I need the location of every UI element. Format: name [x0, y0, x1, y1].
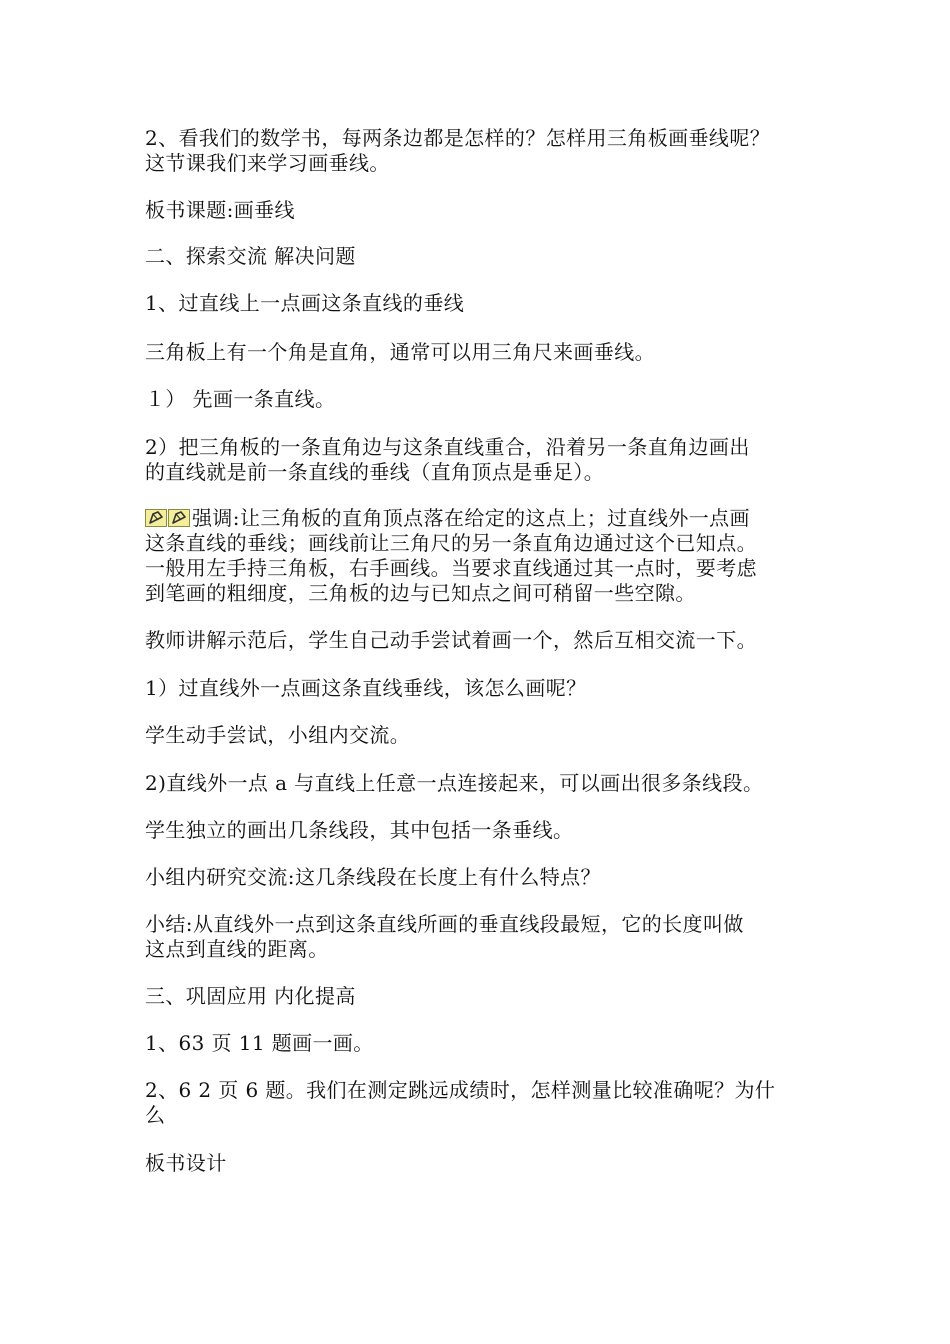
paragraph-student-try: [145, 723, 815, 748]
text-line: 小结:从直线外一点到这条直线所画的垂直线段最短，它的长度叫做: [145, 912, 744, 936]
text-line: 2)直线外一点 a 与直线上任意一点连接起来，可以画出很多条线段。: [145, 771, 764, 795]
text-line: 这条直线的垂线；画线前让三角尺的另一条直角边通过这个已知点。: [145, 531, 757, 555]
text-line: 2）把三角板的一条直角边与这条直线重合，沿着另一条直角边画出: [145, 435, 750, 459]
text-line: 的直线就是前一条直线的垂线（直角顶点是垂足）。: [145, 460, 605, 484]
text-line: 2、看我们的数学书，每两条边都是怎样的？怎样用三角板画垂线呢？: [145, 126, 771, 150]
paragraph-outside-point: [145, 676, 815, 701]
text-line: 这点到直线的距离。: [145, 937, 329, 961]
paragraph-draw-line: [145, 387, 815, 412]
section-heading-apply: [145, 984, 815, 1009]
paragraph-summary: [145, 912, 815, 962]
text-line: 板书课题:画垂线: [145, 198, 295, 222]
text-line: 学生动手尝试，小组内交流。: [145, 723, 411, 747]
text-line: 这节课我们来学习画垂线。: [145, 151, 390, 175]
paragraph-exercise-1: [145, 1031, 815, 1056]
text-line: １） 先画一条直线。: [145, 387, 336, 411]
paragraph-exercise-2: [145, 1078, 815, 1128]
paragraph-draw-segments: [145, 818, 815, 843]
text-line: 么: [145, 1103, 166, 1127]
paragraph-emphasis: [145, 506, 815, 606]
text-line: 一般用左手持三角板，右手画线。当要求直线通过其一点时，要考虑: [145, 556, 757, 580]
text-line: 1）过直线外一点画这条直线垂线，该怎么画呢？: [145, 676, 587, 700]
text-line: 三、巩固应用 内化提高: [145, 984, 356, 1008]
text-line: 1、过直线上一点画这条直线的垂线: [145, 291, 465, 315]
section-heading-explore: [145, 244, 815, 269]
text-line: 1、63 页 11 题画一画。: [145, 1031, 374, 1055]
text-line: 教师讲解示范后，学生自己动手尝试着画一个，然后互相交流一下。: [145, 628, 757, 652]
text-line: 三角板上有一个角是直角，通常可以用三角尺来画垂线。: [145, 340, 655, 364]
paragraph-teacher-demo: [145, 628, 815, 653]
paragraph-group-discussion: [145, 865, 815, 890]
paragraph-board-title: [145, 198, 815, 223]
pencil-icon-pair: [145, 508, 191, 528]
text-line: 学生独立的画出几条线段，其中包括一条垂线。: [145, 818, 574, 842]
paragraph-connect-points: [145, 771, 815, 796]
text-line: 到笔画的粗细度，三角板的边与已知点之间可稍留一些空隙。: [145, 581, 696, 605]
text-line: 小组内研究交流:这几条线段在长度上有什么特点？: [145, 865, 601, 889]
pencil-icon: [145, 508, 191, 528]
paragraph-align-ruler: [145, 435, 815, 485]
paragraph-triangle-ruler: [145, 340, 815, 365]
text-line: 强调:让三角板的直角顶点落在给定的这点上；过直线外一点画: [192, 506, 750, 530]
paragraph-step-1-heading: [145, 291, 815, 316]
paragraph-board-design: [145, 1151, 815, 1176]
text-line: 2、6 2 页 6 题。我们在测定跳远成绩时，怎样测量比较准确呢？为什: [145, 1078, 776, 1102]
text-line: 二、探索交流 解决问题: [145, 244, 356, 268]
text-line: 板书设计: [145, 1151, 227, 1175]
paragraph-intro-question: [145, 126, 815, 176]
